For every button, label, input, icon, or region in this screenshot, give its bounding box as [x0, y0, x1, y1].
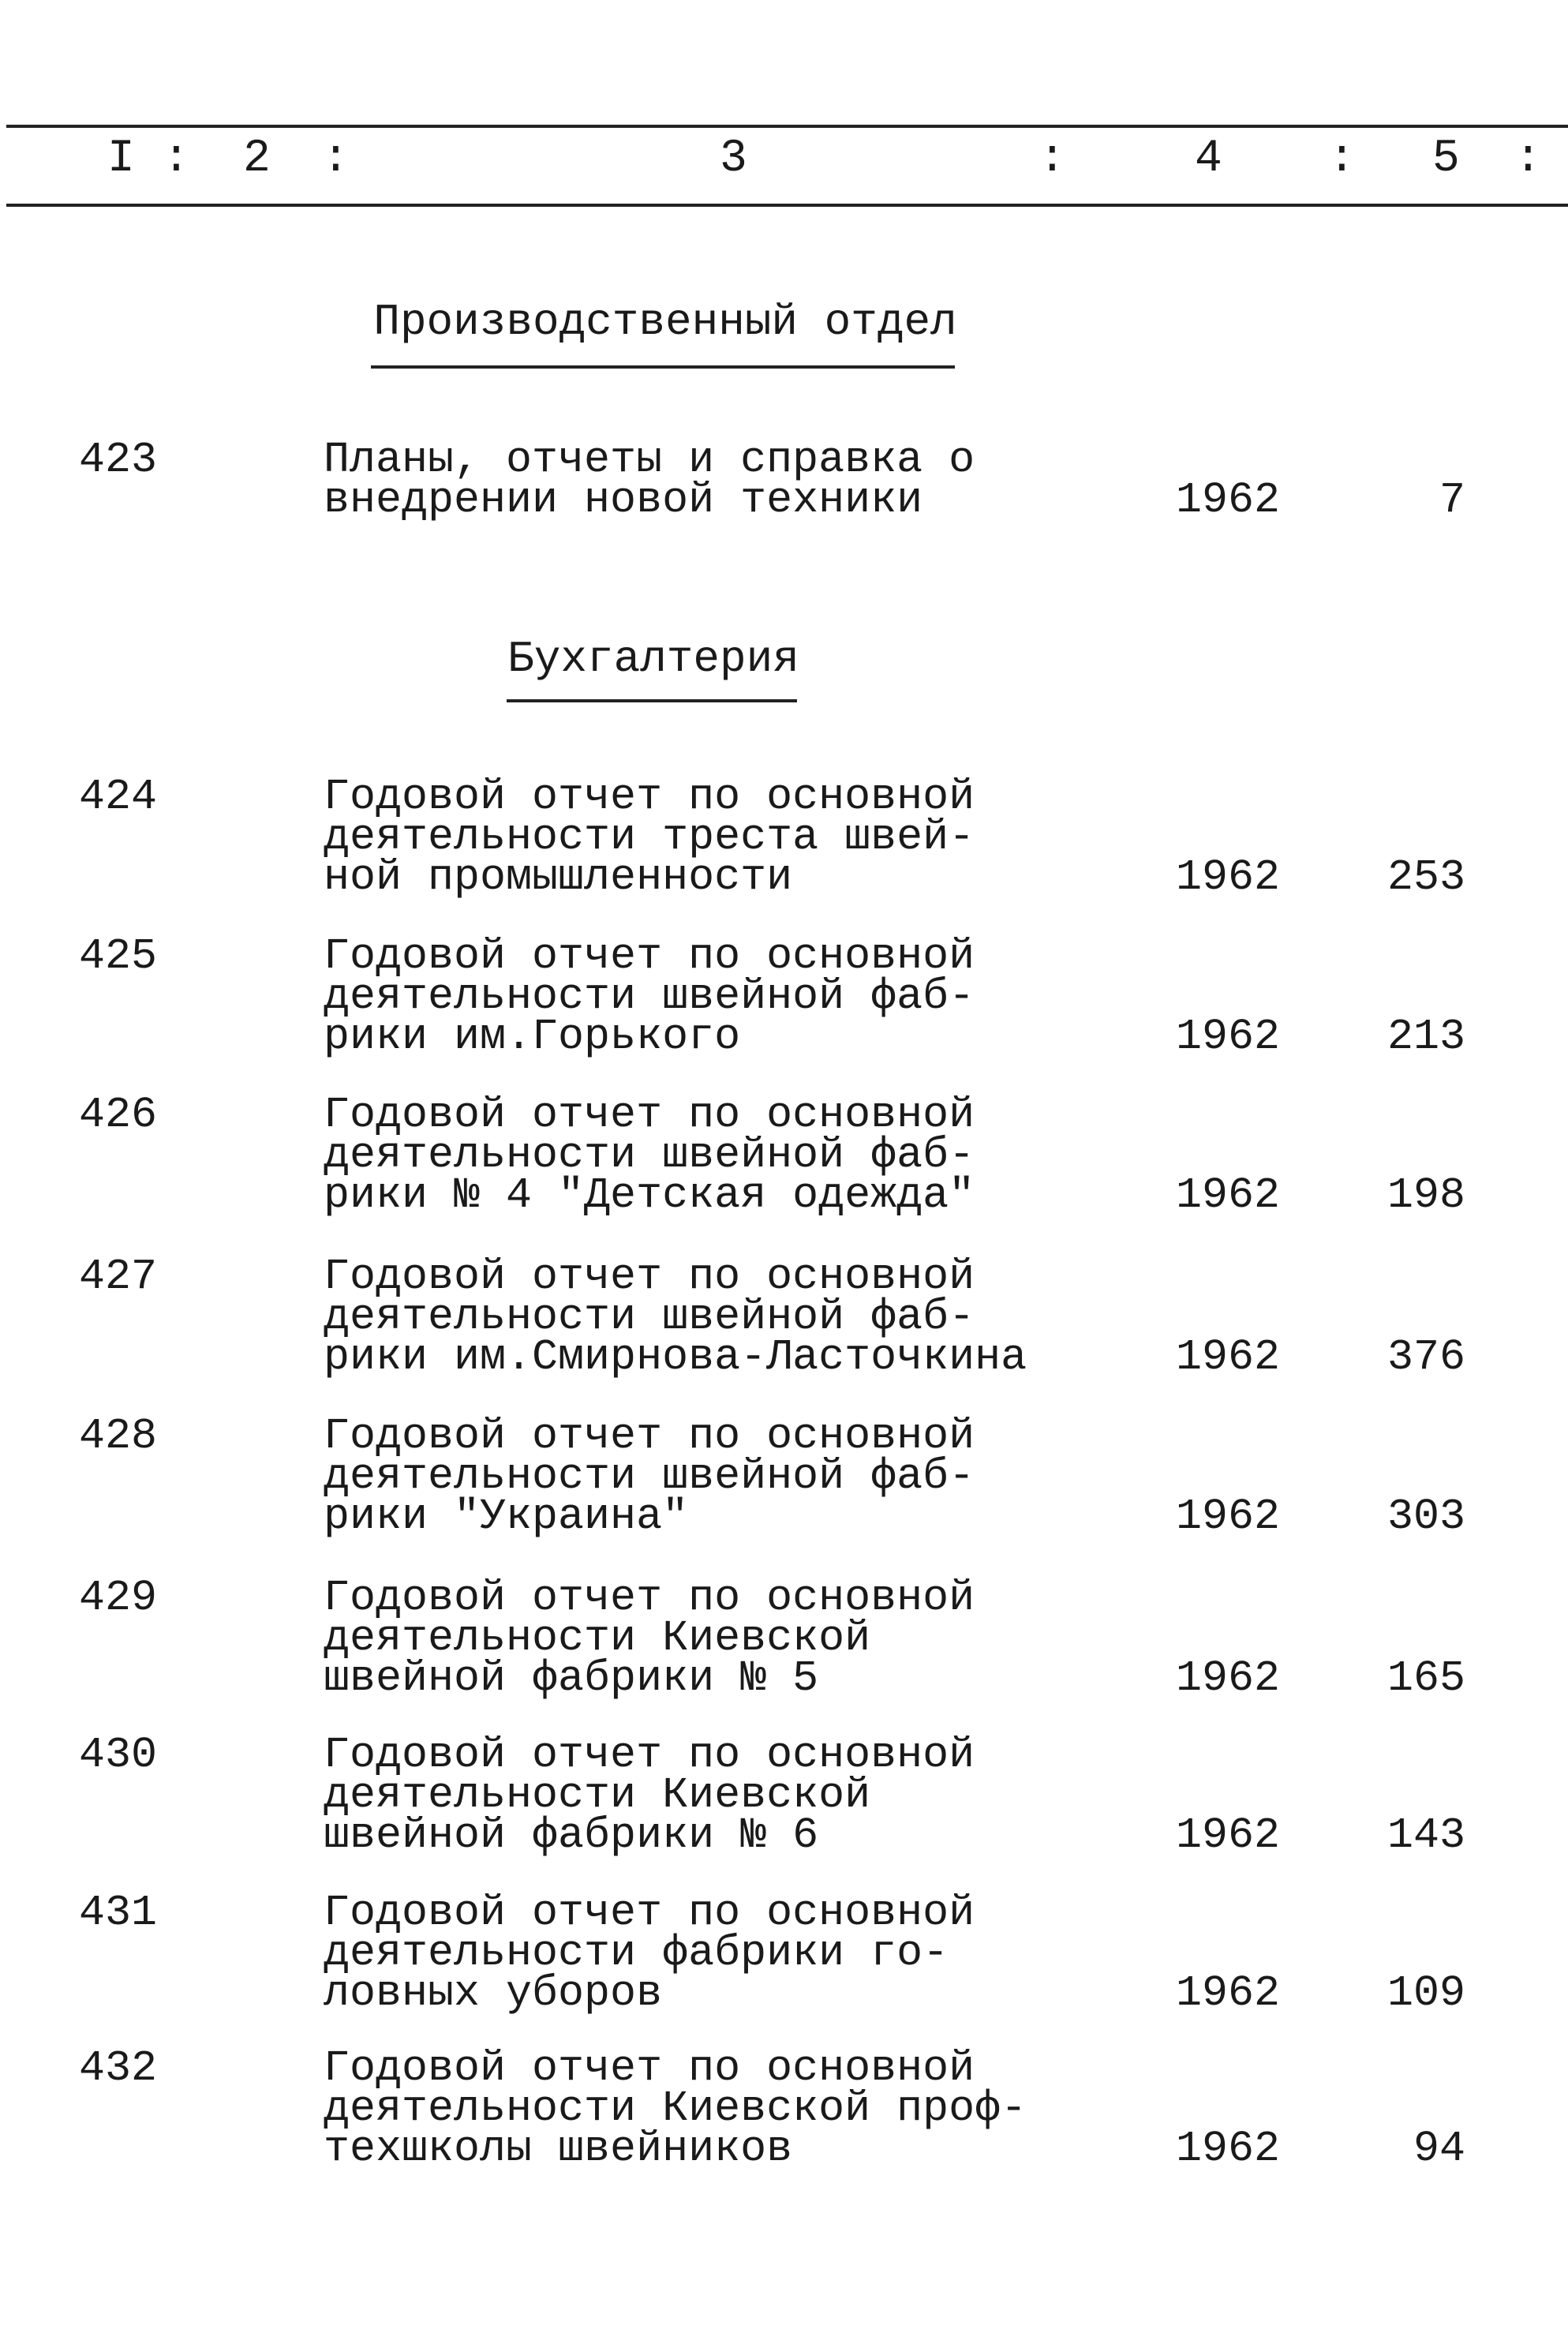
- item-sheet-count: 303: [1387, 1492, 1465, 1541]
- item-year: 1962: [1176, 1170, 1281, 1220]
- description-line: Годовой отчет по основной: [324, 1573, 975, 1623]
- item-sheet-count: 165: [1387, 1653, 1465, 1703]
- item-sheet-count: 253: [1387, 852, 1465, 902]
- item-number: 430: [79, 1730, 158, 1780]
- description-line: ной промышленности: [324, 852, 793, 902]
- item-number: 424: [79, 772, 158, 822]
- description-line: деятельности швейной фаб-: [324, 1451, 975, 1501]
- item-year: 1962: [1176, 1653, 1281, 1703]
- description-line: деятельности швейной фаб-: [324, 1130, 975, 1180]
- item-sheet-count: 143: [1387, 1810, 1465, 1860]
- col-3-label: 3: [720, 133, 747, 185]
- item-sheet-count: 94: [1413, 2124, 1465, 2174]
- item-number: 431: [79, 1888, 158, 1938]
- item-year: 1962: [1176, 852, 1281, 902]
- item-year: 1962: [1176, 1810, 1281, 1860]
- col-separator: :: [322, 133, 350, 185]
- description-line: швейной фабрики № 6: [324, 1810, 819, 1860]
- item-sheet-count: 213: [1387, 1012, 1465, 1062]
- item-year: 1962: [1176, 2124, 1281, 2174]
- description-line: рики им.Горького: [324, 1012, 741, 1062]
- description-line: Годовой отчет по основной: [324, 1730, 975, 1780]
- item-description: [324, 1411, 975, 1541]
- item-year: 1962: [1176, 1012, 1281, 1062]
- item-description: [324, 1573, 975, 1703]
- description-line: Годовой отчет по основной: [324, 931, 975, 981]
- description-line: швейной фабрики № 5: [324, 1653, 819, 1703]
- item-year: 1962: [1176, 1492, 1281, 1541]
- table-header-rule: [6, 204, 1568, 207]
- item-number: 423: [79, 435, 158, 485]
- description-line: деятельности Киевской: [324, 1613, 871, 1663]
- col-4-label: 4: [1195, 133, 1222, 185]
- description-line: Годовой отчет по основной: [324, 1888, 975, 1938]
- col-separator: :: [1514, 133, 1542, 185]
- item-number: 429: [79, 1573, 158, 1623]
- col-5-label: 5: [1432, 133, 1460, 185]
- description-line: Годовой отчет по основной: [324, 1090, 975, 1140]
- item-description: [324, 931, 975, 1062]
- section-title: Бухгалтерия: [507, 634, 799, 684]
- item-description: [324, 2043, 1027, 2174]
- item-number: 427: [79, 1252, 158, 1301]
- description-line: техшколы швейников: [324, 2124, 793, 2174]
- item-description: [324, 1252, 1027, 1382]
- description-line: Годовой отчет по основной: [324, 1411, 975, 1461]
- item-year: 1962: [1176, 1332, 1281, 1382]
- item-number: 428: [79, 1411, 158, 1461]
- description-line: деятельности Киевской проф-: [324, 2084, 1027, 2133]
- section-underline: [507, 699, 797, 702]
- item-number: 425: [79, 931, 158, 981]
- col-separator: :: [1328, 133, 1356, 185]
- item-number: 432: [79, 2043, 158, 2093]
- section-underline: [371, 365, 955, 369]
- item-sheet-count: 376: [1387, 1332, 1465, 1382]
- description-line: рики "Украина": [324, 1492, 689, 1541]
- item-description: [324, 435, 975, 525]
- description-line: Годовой отчет по основной: [324, 772, 975, 822]
- section-title: Производственный отдел: [373, 297, 957, 347]
- description-line: деятельности Киевской: [324, 1770, 871, 1820]
- col-separator: :: [1038, 133, 1066, 185]
- description-line: деятельности фабрики го-: [324, 1928, 949, 1978]
- col-separator: :: [163, 133, 190, 185]
- item-number: 426: [79, 1090, 158, 1140]
- description-line: Планы, отчеты и справка о: [324, 435, 975, 485]
- description-line: рики им.Смирнова-Ласточкина: [324, 1332, 1027, 1382]
- item-description: [324, 1090, 975, 1220]
- item-sheet-count: 7: [1439, 475, 1465, 525]
- item-sheet-count: 198: [1387, 1170, 1465, 1220]
- description-line: рики № 4 "Детская одежда": [324, 1170, 975, 1220]
- item-description: [324, 772, 975, 902]
- item-sheet-count: 109: [1387, 1968, 1465, 2018]
- col-1-label: I: [107, 133, 135, 185]
- description-line: деятельности швейной фаб-: [324, 1292, 975, 1342]
- description-line: Годовой отчет по основной: [324, 2043, 975, 2093]
- table-top-rule: [6, 125, 1568, 128]
- item-description: [324, 1888, 975, 2018]
- col-2-label: 2: [243, 133, 271, 185]
- item-description: [324, 1730, 975, 1860]
- description-line: внедрении новой техники: [324, 475, 923, 525]
- description-line: Годовой отчет по основной: [324, 1252, 975, 1301]
- description-line: ловных уборов: [324, 1968, 663, 2018]
- description-line: деятельности треста швей-: [324, 812, 975, 862]
- item-year: 1962: [1176, 1968, 1281, 2018]
- item-year: 1962: [1176, 475, 1281, 525]
- description-line: деятельности швейной фаб-: [324, 972, 975, 1021]
